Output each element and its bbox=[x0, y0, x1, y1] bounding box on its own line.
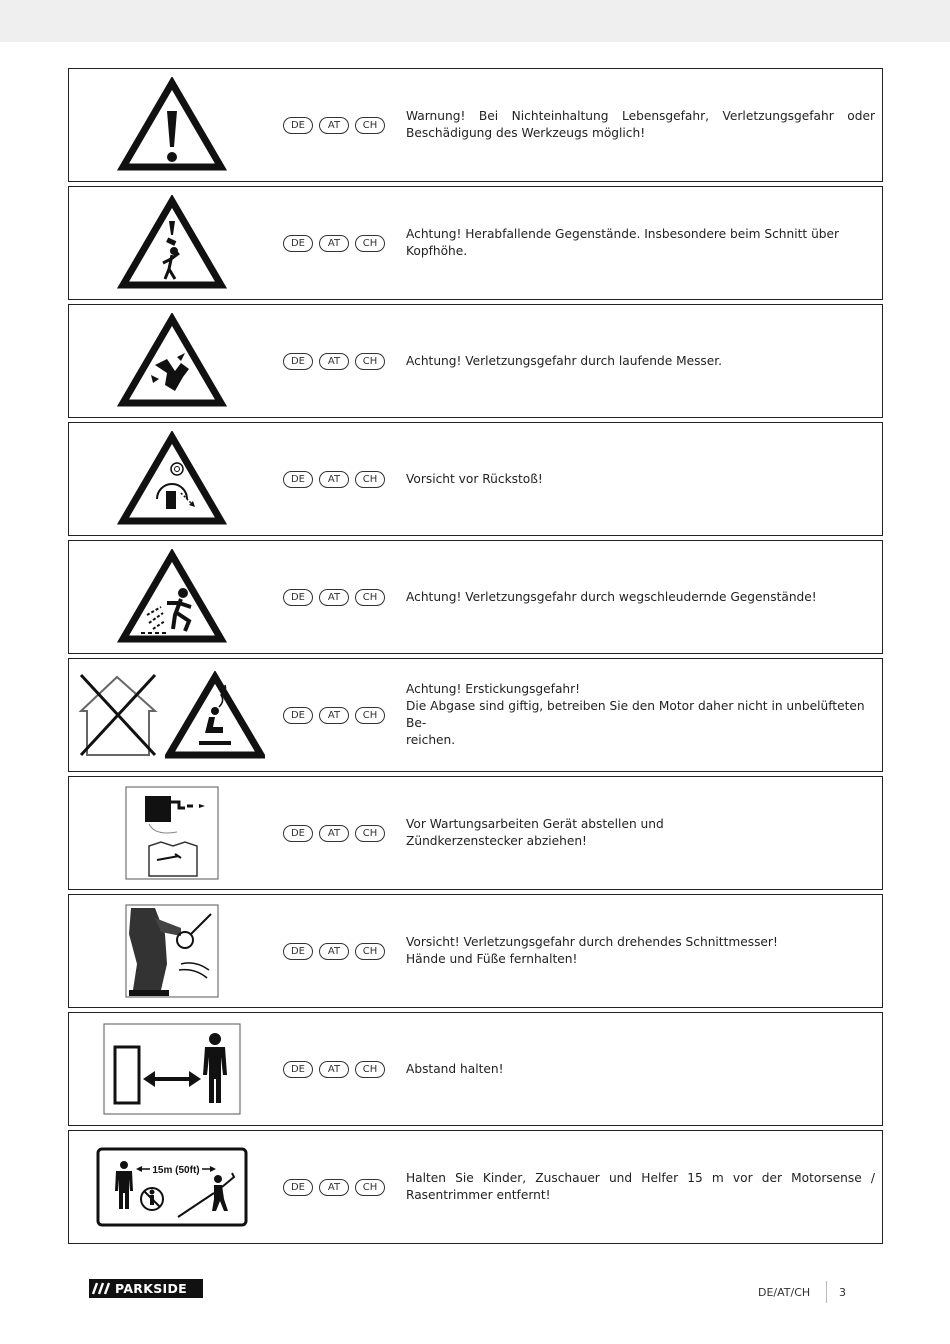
symbol-row bbox=[68, 540, 883, 654]
symbol-cell bbox=[69, 187, 274, 299]
symbol-cell bbox=[69, 305, 274, 417]
country-ch: CH bbox=[355, 707, 385, 724]
country-flags bbox=[283, 659, 385, 771]
country-de: DE bbox=[283, 589, 313, 606]
symbol-row bbox=[68, 776, 883, 890]
country-ch: CH bbox=[355, 825, 385, 842]
symbol-description bbox=[406, 187, 875, 299]
symbol-cell bbox=[69, 423, 274, 535]
country-ch: CH bbox=[355, 235, 385, 252]
symbol-description bbox=[406, 69, 875, 181]
country-de: DE bbox=[283, 1061, 313, 1078]
symbol-description bbox=[406, 895, 875, 1007]
country-ch: CH bbox=[355, 1061, 385, 1078]
falling-objects-warning-icon bbox=[117, 195, 227, 291]
country-at: AT bbox=[319, 707, 349, 724]
page-number: 3 bbox=[839, 1286, 846, 1299]
no-indoor-use-icon bbox=[77, 671, 159, 759]
symbol-cell bbox=[69, 659, 274, 771]
symbol-cell bbox=[69, 777, 274, 889]
description-line: Achtung! Verletzungsgefahr durch laufende Messer. bbox=[406, 353, 723, 368]
country-flags bbox=[283, 305, 385, 417]
country-flags bbox=[283, 895, 385, 1007]
description-line: Vor Wartungsarbeiten Gerät abstellen und bbox=[406, 817, 664, 831]
country-at: AT bbox=[319, 117, 349, 134]
symbol-cell bbox=[69, 69, 274, 181]
symbol-description bbox=[406, 1131, 875, 1243]
description-line: Die Abgase sind giftig, betreiben Sie den Motor daher nicht in unbelüfteten Be- bbox=[406, 699, 865, 730]
country-ch: CH bbox=[355, 589, 385, 606]
country-flags bbox=[283, 187, 385, 299]
country-flags bbox=[283, 423, 385, 535]
symbol-row bbox=[68, 894, 883, 1008]
country-at: AT bbox=[319, 943, 349, 960]
description-line: Zündkerzenstecker abziehen! bbox=[406, 834, 587, 848]
symbol-row bbox=[68, 68, 883, 182]
brand-logo bbox=[89, 1279, 203, 1298]
country-flags bbox=[283, 777, 385, 889]
distance-label: 15m (50ft) bbox=[151, 1165, 200, 1176]
kickback-warning-icon bbox=[117, 431, 227, 527]
description-line: Achtung! Herabfallende Gegenstände. Insbesondere beim Schnitt über Kopfhöhe. bbox=[406, 227, 840, 258]
symbol-row bbox=[68, 1012, 883, 1126]
country-de: DE bbox=[283, 825, 313, 842]
country-at: AT bbox=[319, 589, 349, 606]
symbol-description bbox=[406, 305, 875, 417]
symbol-cell bbox=[69, 1013, 274, 1125]
country-flags bbox=[283, 1013, 385, 1125]
country-at: AT bbox=[319, 235, 349, 252]
symbol-cell bbox=[69, 895, 274, 1007]
symbol-row bbox=[68, 186, 883, 300]
warning-exclamation-icon bbox=[117, 77, 227, 173]
country-ch: CH bbox=[355, 1179, 385, 1196]
description-line: Vorsicht vor Rückstoß! bbox=[406, 471, 543, 486]
description-line: Abstand halten! bbox=[406, 1061, 504, 1076]
country-de: DE bbox=[283, 943, 313, 960]
symbol-cell bbox=[69, 1131, 274, 1243]
symbol-description bbox=[406, 423, 875, 535]
toxic-fumes-warning-icon bbox=[165, 671, 265, 759]
symbol-description bbox=[406, 777, 875, 889]
symbol-description bbox=[406, 659, 875, 771]
country-ch: CH bbox=[355, 353, 385, 370]
footer-divider bbox=[826, 1281, 827, 1303]
footer-region: DE/AT/CH bbox=[758, 1286, 811, 1299]
country-at: AT bbox=[319, 1061, 349, 1078]
spark-plug-maintenance-icon bbox=[125, 786, 219, 880]
country-flags bbox=[283, 69, 385, 181]
country-at: AT bbox=[319, 1179, 349, 1196]
description-line: reichen. bbox=[406, 733, 456, 747]
description-line: Achtung! Erstickungsgefahr! bbox=[406, 682, 581, 696]
country-at: AT bbox=[319, 825, 349, 842]
description-line: Hände und Füße fernhalten! bbox=[406, 952, 578, 966]
country-flags bbox=[283, 1131, 385, 1243]
symbol-row bbox=[68, 304, 883, 418]
country-flags bbox=[283, 541, 385, 653]
symbol-row bbox=[68, 658, 883, 772]
symbol-cell bbox=[69, 541, 274, 653]
symbol-row bbox=[68, 1130, 883, 1244]
page-header-bar bbox=[0, 0, 950, 42]
safety-symbols-table bbox=[68, 68, 883, 1244]
description-line: Achtung! Verletzungsgefahr durch wegschleudernde Gegenstände! bbox=[406, 589, 817, 604]
description-line: Warnung! Bei Nichteinhaltung Lebensgefahr, Verletzungsgefahr oder Beschädigung des Werkzeugs möglich! bbox=[406, 109, 875, 140]
keep-hands-feet-away-icon bbox=[125, 904, 219, 998]
bystander-distance-icon bbox=[96, 1147, 248, 1227]
description-line: Halten Sie Kinder, Zuschauer und Helfer 15 m vor der Motorsense / Rasentrimmer entfernt! bbox=[406, 1171, 875, 1202]
country-de: DE bbox=[283, 1179, 313, 1196]
rotating-blade-warning-icon bbox=[117, 313, 227, 409]
country-ch: CH bbox=[355, 943, 385, 960]
country-de: DE bbox=[283, 353, 313, 370]
country-de: DE bbox=[283, 235, 313, 252]
country-at: AT bbox=[319, 353, 349, 370]
keep-distance-icon bbox=[103, 1023, 241, 1115]
country-ch: CH bbox=[355, 117, 385, 134]
symbol-description bbox=[406, 1013, 875, 1125]
symbol-row bbox=[68, 422, 883, 536]
country-ch: CH bbox=[355, 471, 385, 488]
logo-stripes-icon bbox=[89, 1279, 115, 1298]
symbol-description bbox=[406, 541, 875, 653]
thrown-objects-warning-icon bbox=[117, 549, 227, 645]
country-at: AT bbox=[319, 471, 349, 488]
country-de: DE bbox=[283, 117, 313, 134]
country-de: DE bbox=[283, 471, 313, 488]
description-line: Vorsicht! Verletzungsgefahr durch drehendes Schnittmesser! bbox=[406, 935, 778, 949]
brand-name: PARKSIDE bbox=[115, 1281, 187, 1296]
country-de: DE bbox=[283, 707, 313, 724]
